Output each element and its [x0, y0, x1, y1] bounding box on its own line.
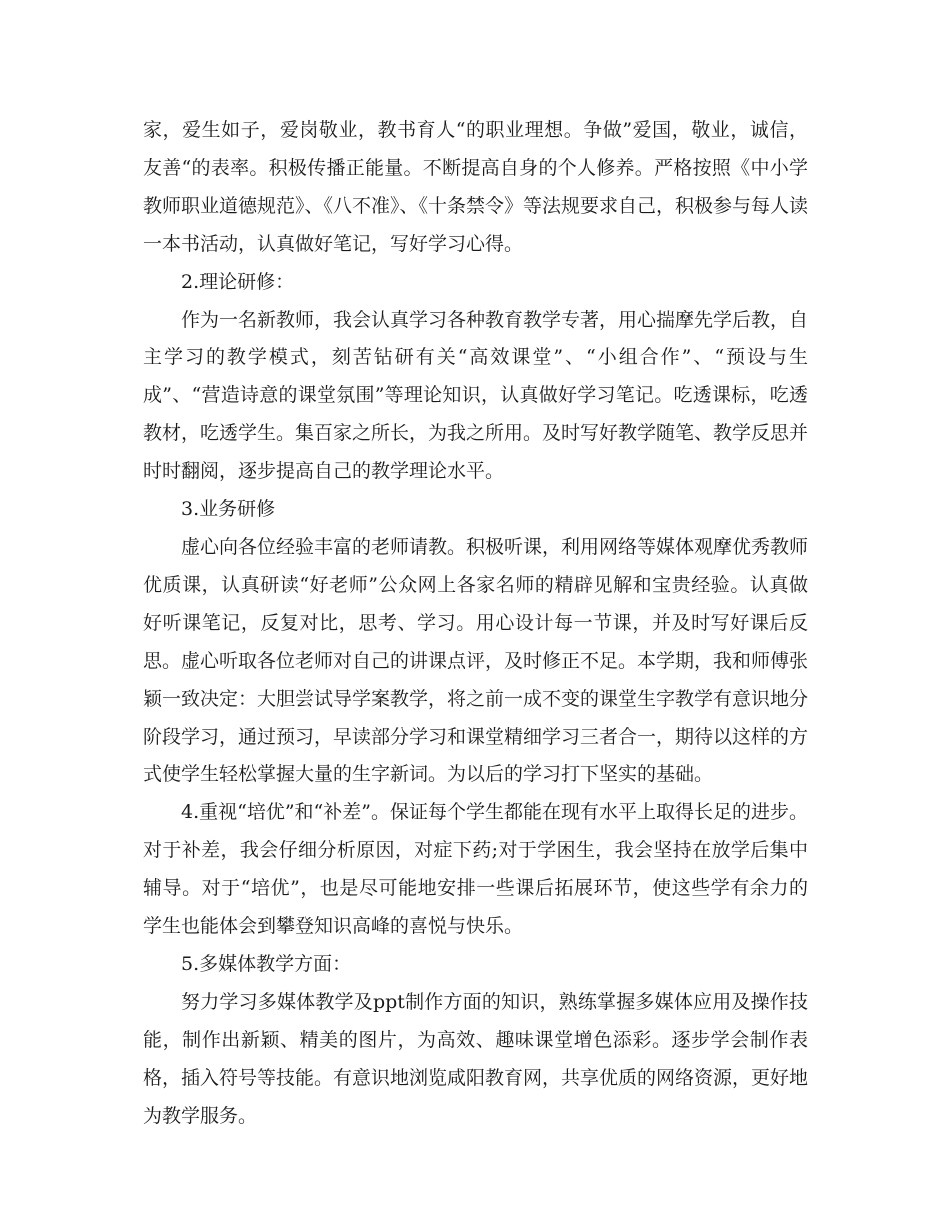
- section-heading-theory: 2.理论研修：: [181, 270, 295, 293]
- section-heading-business: 3.业务研修: [181, 498, 276, 521]
- paragraph-continued: 家，爱生如子，爱岗敬业，教书育人“的职业理想。争做”爱国，敬业，诚信，友善“的表率。积极传播正能量。不断提高自身的个人修养。严格按照《中小学教师职业道德规范》、《八不准》、《十条禁令》等法规要求自己，积极参与每人读一本书活动，认真做好笔记，写好学习心得。: [143, 119, 809, 255]
- paragraph-business: 虚心向各位经验丰富的老师请教。积极听课，利用网络等媒体观摩优秀教师优质课，认真研读“好老师”公众网上各家名师的精辟见解和宝贵经验。认真做好听课笔记，反复对比，思考、学习。用心设计每一节课，并及时写好课后反思。虚心听取各位老师对自己的讲课点评，及时修正不足。本学期，我和师傅张颖一致决定：大胆尝试导学案教学，将之前一成不变的课堂生字教学有意识地分阶段学习，通过预习，早读部分学习和课堂精细学习三者合一，期待以这样的方式使学生轻松掌握大量的生字新词。为以后的学习打下坚实的基础。: [143, 535, 809, 786]
- document-body: [143, 112, 808, 1135]
- paragraph-theory: 作为一名新教师，我会认真学习各种教育教学专著，用心揣摩先学后教，自主学习的教学模式，刻苦钻研有关“高效课堂”、“小组合作”、“预设与生成”、“营造诗意的课堂氛围”等理论知识，认真做好学习笔记。吃透课标，吃透教材，吃透学生。集百家之所长，为我之所用。及时写好教学随笔、教学反思并时时翻阅，逐步提高自己的教学理论水平。: [143, 308, 809, 483]
- paragraph-tutoring: 4.重视“培优”和“补差”。保证每个学生都能在现有水平上取得长足的进步。对于补差，我会仔细分析原因，对症下药;对于学困生，我会坚持在放学后集中辅导。对于“培优”，也是尽可能地安排一些课后拓展环节，使这些学有余力的学生也能体会到攀登知识高峰的喜悦与快乐。: [143, 801, 808, 938]
- paragraph-multimedia: 努力学习多媒体教学及ppt制作方面的知识，熟练掌握多媒体应用及操作技能，制作出新颖、精美的图片，为高效、趣味课堂增色添彩。逐步学会制作表格，插入符号等技能。有意识地浏览咸阳教育网，共享优质的网络资源，更好地为教学服务。: [143, 990, 809, 1127]
- section-heading-multimedia: 5.多媒体教学方面：: [181, 952, 352, 975]
